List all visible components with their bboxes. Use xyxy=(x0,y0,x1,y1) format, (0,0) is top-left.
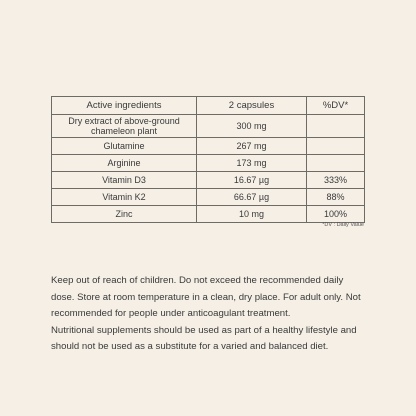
table-row xyxy=(52,155,365,172)
ingredient-dv: 88% xyxy=(307,189,365,206)
ingredient-name: Vitamin K2 xyxy=(52,189,197,206)
daily-value-footnote: *DV : Daily Value xyxy=(322,222,364,228)
ingredient-amount: 10 mg xyxy=(197,206,307,223)
ingredients-table xyxy=(51,96,365,223)
ingredient-dv: 333% xyxy=(307,172,365,189)
ingredient-dv xyxy=(307,138,365,155)
header-dv: %DV* xyxy=(307,97,365,115)
ingredient-name: Arginine xyxy=(52,155,197,172)
ingredient-dv xyxy=(307,115,365,138)
notes-line: dose. Store at room temperature in a clean, dry place. For adult only. Not xyxy=(51,291,361,303)
ingredient-amount: 173 mg xyxy=(197,155,307,172)
table-row xyxy=(52,189,365,206)
notes-line: should not be used as a substitute for a varied and balanced diet. xyxy=(51,341,329,352)
header-active-ingredients: Active ingredients xyxy=(52,97,197,115)
usage-notes xyxy=(51,273,371,356)
ingredients-table-container xyxy=(51,96,364,223)
notes-line: Nutritional supplements should be used as part of a healthy lifestyle and xyxy=(51,324,357,336)
ingredient-amount: 16.67 µg xyxy=(197,172,307,189)
table-row xyxy=(52,172,365,189)
header-serving: 2 capsules xyxy=(197,97,307,115)
ingredient-dv: 100% xyxy=(307,206,365,223)
notes-line: Keep out of reach of children. Do not exceed the recommended daily xyxy=(51,275,344,286)
ingredient-name: Zinc xyxy=(52,206,197,223)
ingredient-amount: 300 mg xyxy=(197,115,307,138)
ingredient-amount: 267 mg xyxy=(197,138,307,155)
table-row xyxy=(52,115,365,138)
table-row xyxy=(52,206,365,223)
notes-line: recommended for people under anticoagulant treatment. xyxy=(51,308,291,319)
ingredient-amount: 66.67 µg xyxy=(197,189,307,206)
ingredient-name: Glutamine xyxy=(52,138,197,155)
table-header-row xyxy=(52,97,365,115)
ingredient-name: Dry extract of above-ground chameleon plant xyxy=(52,115,197,138)
ingredient-name: Vitamin D3 xyxy=(52,172,197,189)
table-row xyxy=(52,138,365,155)
ingredient-dv xyxy=(307,155,365,172)
